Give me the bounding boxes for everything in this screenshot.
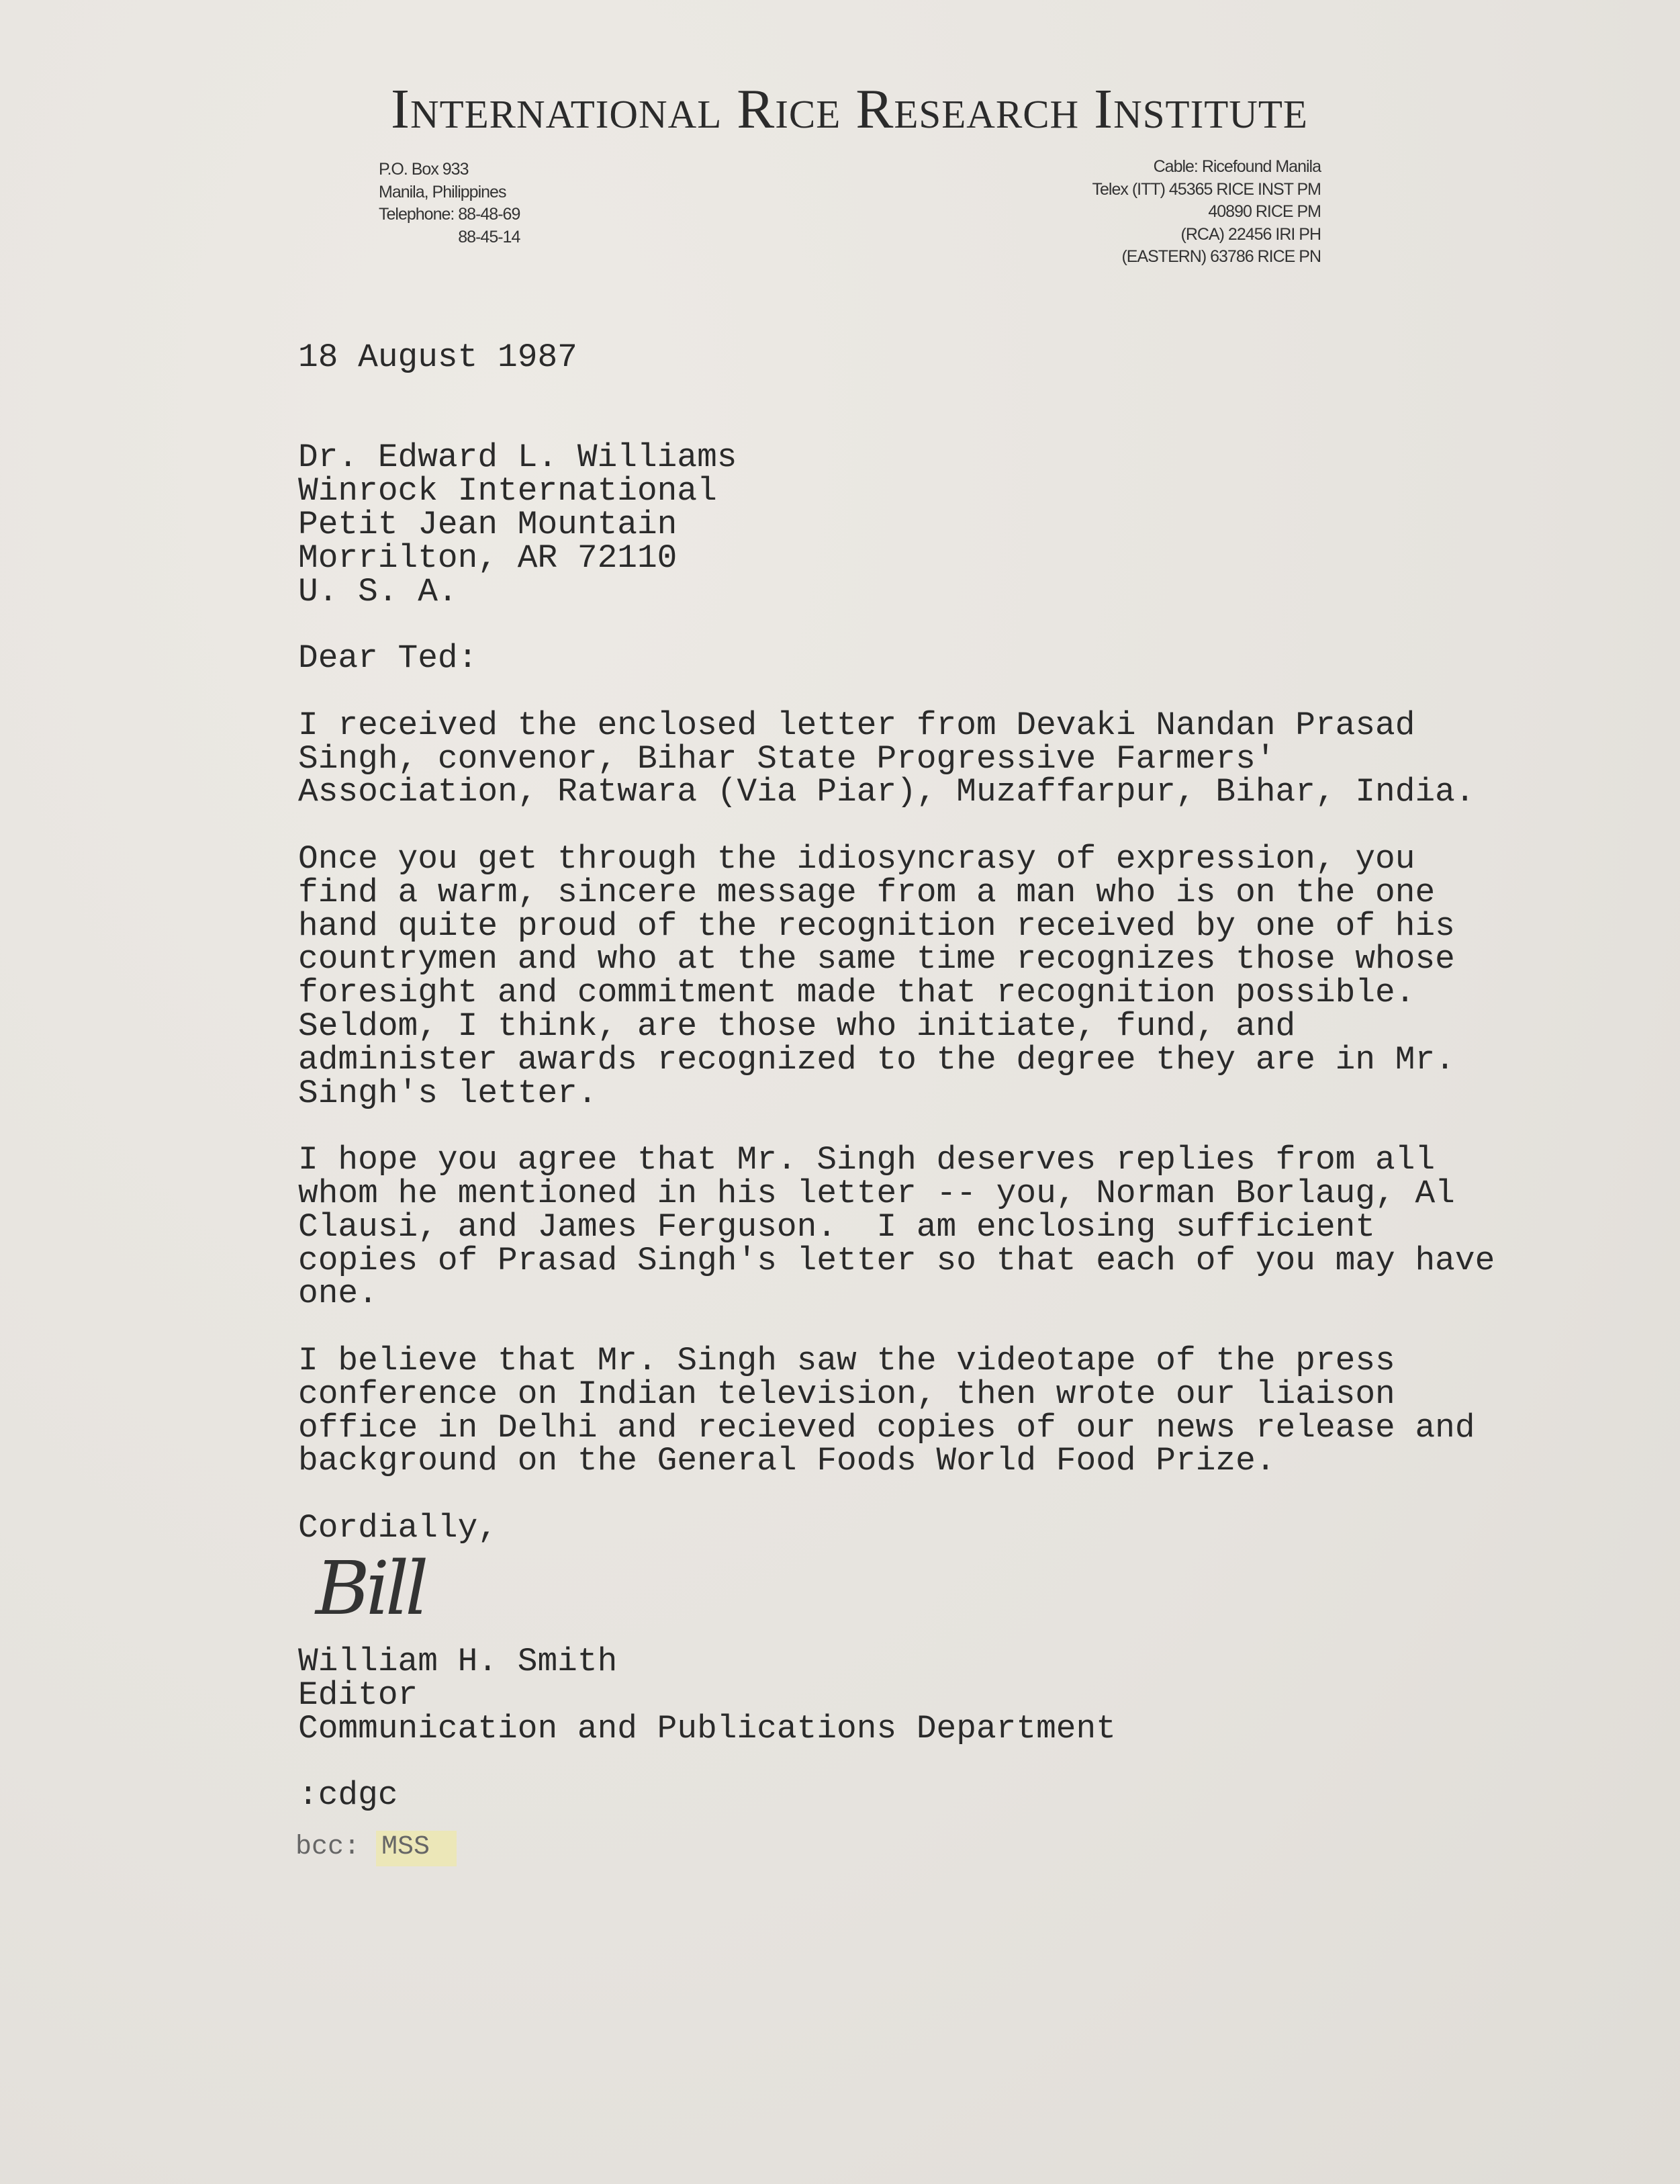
paragraph-3-line: copies of Prasad Singh's letter so that each of you may have (298, 1241, 1495, 1279)
telex-4: (EASTERN) 63786 RICE PN (1121, 247, 1321, 266)
paragraph-2-line: administer awards recognized to the degree they are in Mr. (298, 1040, 1455, 1079)
paragraph-1-line: I received the enclosed letter from Devaki Nandan Prasad (298, 706, 1415, 744)
paragraph-2-line: hand quite proud of the recognition received by one of his (298, 907, 1455, 945)
telex-2: 40890 RICE PM (1208, 202, 1321, 221)
paragraph-4-line: I believe that Mr. Singh saw the videotape of the press (298, 1341, 1395, 1379)
paragraph-1-line: Association, Ratwara (Via Piar), Muzaffarpur, Bihar, India. (298, 773, 1475, 811)
bcc-line (295, 1831, 457, 1864)
letter-body (298, 338, 1574, 1815)
paragraph-4-line: background on the General Foods World Food Prize. (298, 1442, 1276, 1480)
paragraph-3-line: one. (298, 1275, 378, 1313)
bcc-label: bcc: (295, 1832, 361, 1862)
paragraph-2-line: Singh's letter. (298, 1074, 598, 1112)
paragraph-4-line: conference on Indian television, then wrote our liaison (298, 1375, 1395, 1413)
bcc-value-highlighted: MSS (376, 1831, 457, 1866)
signer-title: Editor (298, 1676, 418, 1714)
cable: Cable: Ricefound Manila (1153, 157, 1321, 176)
letterhead-title: International Rice Research Institute (391, 78, 1308, 140)
telex-1: Telex (ITT) 45365 RICE INST PM (1092, 179, 1321, 199)
paragraph-1-line: Singh, convenor, Bihar State Progressive Farmers' (298, 739, 1276, 778)
po-box: P.O. Box 933 (379, 160, 469, 179)
paragraph-3-line: whom he mentioned in his letter -- you, Norman Borlaug, Al (298, 1174, 1455, 1212)
date: 18 August 1987 (298, 338, 577, 376)
recipient-line: U. S. A. (298, 572, 458, 610)
city: Manila, Philippines (379, 182, 506, 201)
recipient-line: Petit Jean Mountain (298, 505, 678, 543)
paragraph-2-line: Seldom, I think, are those who initiate, fund, and (298, 1007, 1296, 1045)
closing: Cordially, (298, 1508, 498, 1547)
recipient-line: Morrilton, AR 72110 (298, 539, 678, 577)
paragraph-3-line: Clausi, and James Ferguson. I am enclosing sufficient (298, 1208, 1376, 1246)
telephone-2: 88-45-14 (458, 227, 520, 246)
telephone: Telephone: 88-48-69 (379, 205, 520, 224)
paragraph-2-line: find a warm, sincere message from a man who is on the one (298, 873, 1436, 911)
paragraph-2-line: countrymen and who at the same time recognizes those whose (298, 940, 1455, 979)
letterhead-address-left (379, 158, 520, 248)
paragraph-3-line: I hope you agree that Mr. Singh deserves replies from all (298, 1141, 1436, 1179)
recipient-line: Winrock International (298, 472, 717, 510)
typist-initials: :cdgc (298, 1776, 398, 1815)
paragraph-2-line: foresight and commitment made that recognition possible. (298, 974, 1415, 1012)
paragraph-2-line: Once you get through the idiosyncrasy of expression, you (298, 839, 1415, 878)
signer-department: Communication and Publications Department (298, 1709, 1116, 1747)
telex-3: (RCA) 22456 IRI PH (1180, 224, 1321, 244)
salutation: Dear Ted: (298, 639, 478, 678)
handwritten-signature: Bill (316, 1545, 425, 1631)
letterhead-address-right (1007, 156, 1321, 269)
recipient-line: Dr. Edward L. Williams (298, 439, 737, 477)
paragraph-4-line: office in Delhi and recieved copies of our news release and (298, 1408, 1475, 1447)
signer-name: William H. Smith (298, 1643, 618, 1681)
